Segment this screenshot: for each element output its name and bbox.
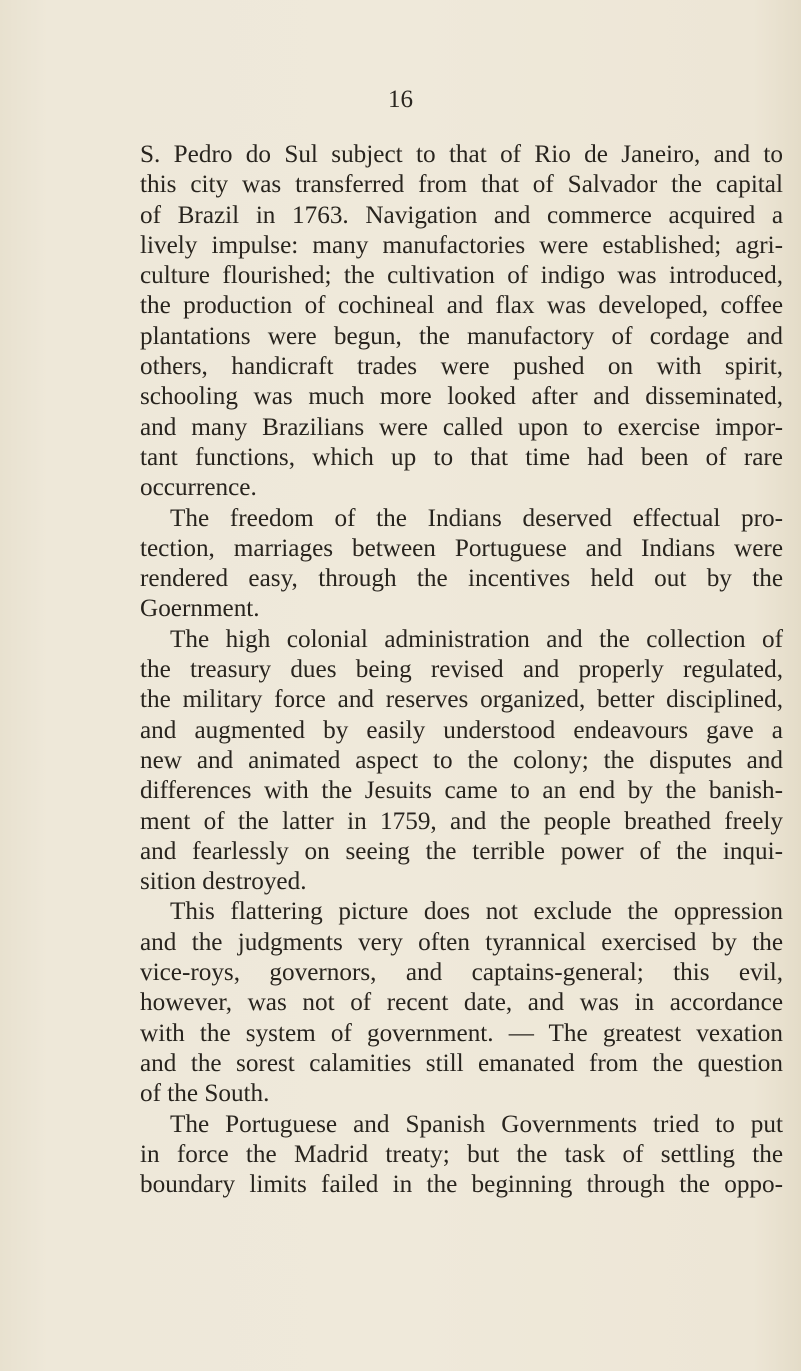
text-line: rendered easy, through the incentives held out by the xyxy=(140,565,783,593)
text-line: differences with the Jesuits came to an end by the banish- xyxy=(140,777,783,805)
text-line: and fearlessly on seeing the terrible power of the inqui- xyxy=(140,837,783,865)
text-line: ment of the latter in 1759, and the people breathed freely xyxy=(140,807,783,835)
body-text xyxy=(140,140,783,1200)
text-line: with the system of government. — The greatest vexation xyxy=(140,1019,783,1047)
text-line: new and animated aspect to the colony; the disputes and xyxy=(140,746,783,774)
text-line: The high colonial administration and the collection of xyxy=(170,625,783,653)
text-line: in force the Madrid treaty; but the task of settling the xyxy=(140,1140,783,1168)
text-line: tant functions, which up to that time had been of rare xyxy=(140,443,783,471)
text-line: lively impulse: many manufactories were established; agri- xyxy=(140,231,783,259)
text-line: and augmented by easily understood endeavours gave a xyxy=(140,716,783,744)
text-line: others, handicraft trades were pushed on with spirit, xyxy=(140,353,783,381)
text-line: S. Pedro do Sul subject to that of Rio de Janeiro, and to xyxy=(140,141,783,168)
text-line: culture flourished; the cultivation of indigo was introduced, xyxy=(140,262,783,290)
text-line: vice-roys, governors, and captains-general; this evil, xyxy=(140,959,783,987)
text-line: and the sorest calamities still emanated from the question xyxy=(140,1049,783,1077)
text-line: This flattering picture does not exclude the oppression xyxy=(170,898,783,926)
text-line: of the South. xyxy=(140,1080,270,1108)
text-line: and many Brazilians were called upon to exercise impor- xyxy=(140,413,783,441)
text-line: The Portuguese and Spanish Governments tried to put xyxy=(170,1110,783,1138)
text-line: the military force and reserves organized, better disciplined, xyxy=(140,686,783,714)
text-line: of Brazil in 1763. Navigation and commerce acquired a xyxy=(140,201,783,229)
text-line: however, was not of recent date, and was in accordance xyxy=(140,989,783,1017)
text-line: Goernment. xyxy=(140,595,260,623)
text-line: plantations were begun, the manufactory of cordage and xyxy=(140,322,783,350)
text-line: schooling was much more looked after and disseminated, xyxy=(140,383,783,411)
text-line: boundary limits failed in the beginning through the oppo- xyxy=(140,1171,783,1199)
text-line: tection, marriages between Portuguese and Indians were xyxy=(140,534,783,562)
text-line: and the judgments very often tyrannical exercised by the xyxy=(140,928,783,956)
text-line: the production of cochineal and flax was developed, coffee xyxy=(140,292,783,320)
text-line: the treasury dues being revised and properly regulated, xyxy=(140,656,783,684)
text-line: sition destroyed. xyxy=(140,868,307,896)
text-line: occurrence. xyxy=(140,474,257,502)
page-number: 16 xyxy=(388,86,413,113)
text-line: The freedom of the Indians deserved effectual pro- xyxy=(170,504,783,532)
text-line: this city was transferred from that of Salvador the capital xyxy=(140,171,783,199)
